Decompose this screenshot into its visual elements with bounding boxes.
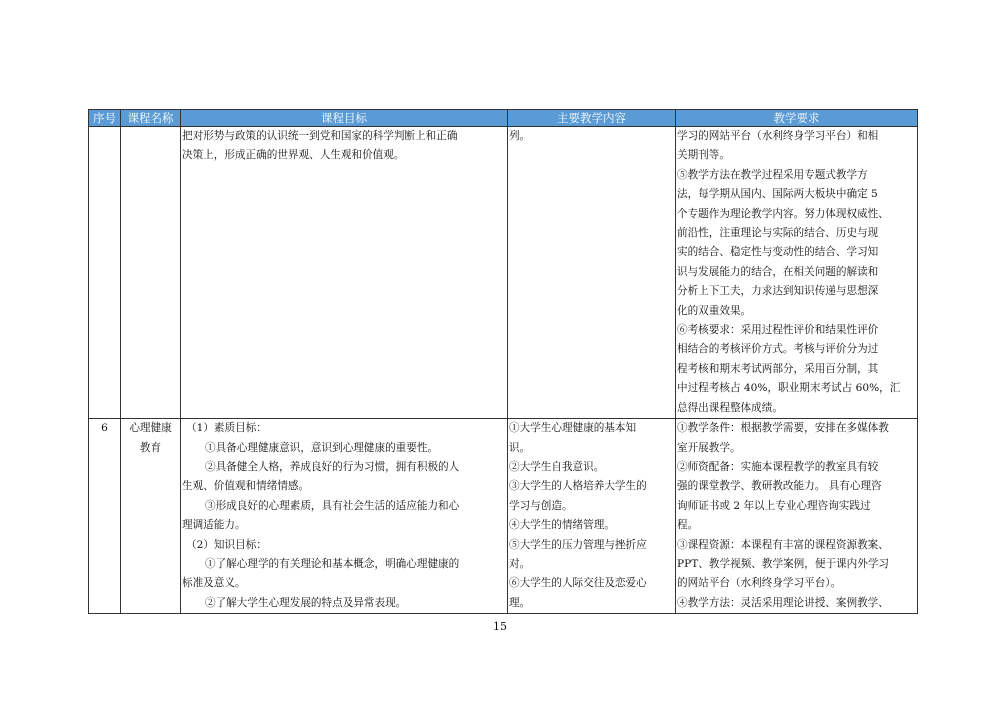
text-line: 分析上下工夫，力求达到知识传递与思想深 <box>677 285 879 298</box>
text-line: 个专题作为理论教学内容。努力体现权威性、 <box>677 207 889 220</box>
cell-requirements-6 <box>676 419 918 614</box>
text-line: PPT、教学视频、教学案例，便于课内外学习 <box>677 557 890 570</box>
cell-seq-6: 6 <box>89 419 121 614</box>
text-line: 询师证书或 2 年以上专业心理咨询实践过 <box>677 499 871 512</box>
text-line: 识。 <box>509 441 531 454</box>
cell-goal-continued <box>181 127 508 419</box>
page-number: 15 <box>493 620 507 633</box>
text-line: ④大学生的情绪管理。 <box>509 519 615 532</box>
text-line: ⑥考核要求：采用过程性评价和结果性评价 <box>677 324 879 337</box>
text-line: 标准及意义。 <box>182 577 246 590</box>
header-teaching-requirements: 教学要求 <box>676 110 918 127</box>
cell-name-empty <box>121 127 181 419</box>
text-line: 识与发展能力的结合，在相关问题的解读和 <box>677 265 879 278</box>
text-line: ⑤大学生的压力管理与挫折应 <box>509 538 647 551</box>
text-line: （2）知识目标： <box>186 538 267 551</box>
text-line: 关期刊等。 <box>677 149 730 162</box>
table-row-6 <box>89 419 918 614</box>
text-line: 化的双重效果。 <box>677 304 752 317</box>
text-line: ③大学生的人格培养大学生的 <box>509 480 647 493</box>
text-line: ①具备心理健康意识，意识到心理健康的重要性。 <box>205 441 439 454</box>
header-course-goal: 课程目标 <box>181 110 508 127</box>
header-teaching-content: 主要教学内容 <box>508 110 676 127</box>
text-line: 总得出课程整体成绩。 <box>677 401 783 414</box>
text-line: 前沿性，注重理论与实际的结合、历史与现 <box>677 227 879 240</box>
header-seq: 序号 <box>89 110 121 127</box>
text-line: 列。 <box>509 130 531 142</box>
text-line: ①大学生心理健康的基本知 <box>509 422 637 435</box>
text-line: ②具备健全人格，养成良好的行为习惯，拥有积极的人 <box>205 460 460 473</box>
cell-course-name-6 <box>121 419 181 614</box>
text-line: 强的课堂教学、教研教改能力。 具有心理咨 <box>677 480 882 493</box>
text-line: 学习与创造。 <box>509 499 573 512</box>
text-line: 室开展教学。 <box>677 441 741 454</box>
text-line: ②了解大学生心理发展的特点及异常表现。 <box>205 596 407 609</box>
text-line: ①教学条件：根据教学需要，安排在多媒体教 <box>677 422 889 435</box>
text-line: ⑤教学方法在教学过程采用专题式教学方 <box>677 168 868 181</box>
cell-requirements-continued <box>676 127 918 419</box>
text-line: 决策上，形成正确的世界观、人生观和价值观。 <box>182 149 405 162</box>
table-row-continued <box>89 127 918 419</box>
cell-content-6 <box>508 419 676 614</box>
text-line: 对。 <box>509 557 531 570</box>
text-line: 的网站平台（水利终身学习平台）。 <box>677 577 842 590</box>
text-line: 程。 <box>677 519 699 532</box>
text-line: 学习的网站平台（水利终身学习平台）和相 <box>677 130 879 142</box>
text-line: ①了解心理学的有关理论和基本概念，明确心理健康的 <box>205 557 460 570</box>
text-line: 程考核和期末考试两部分，采用百分制，其 <box>677 362 879 375</box>
cell-content-continued <box>508 127 676 419</box>
text-line: 法，每学期从国内、国际两大板块中确定 5 <box>677 188 878 201</box>
cell-seq-empty <box>89 127 121 419</box>
course-table <box>88 109 918 614</box>
text-line: （1）素质目标： <box>186 422 267 435</box>
text-line: 心理健康 <box>129 422 172 435</box>
text-line: 中过程考核占 40%，职业期末考试占 60%，汇 <box>677 382 901 395</box>
text-line: ④教学方法：灵活采用理论讲授、案例教学、 <box>677 596 889 609</box>
text-line: ③形成良好的心理素质，具有社会生活的适应能力和心 <box>205 499 460 512</box>
cell-goal-6 <box>181 419 508 614</box>
text-line: ⑥大学生的人际交往及恋爱心 <box>509 577 647 590</box>
text-line: 生观、价值观和情绪情感。 <box>182 480 310 493</box>
header-course-name: 课程名称 <box>121 110 181 127</box>
text-line: 把对形势与政策的认识统一到党和国家的科学判断上和正确 <box>182 130 458 142</box>
text-line: 相结合的考核评价方式。考核与评价分为过 <box>677 343 879 356</box>
header-row <box>89 110 918 127</box>
text-line: 理调适能力。 <box>182 519 246 532</box>
text-line: 理。 <box>509 596 531 609</box>
text-line: ②大学生自我意识。 <box>509 460 605 473</box>
text-line: ②师资配备：实施本课程教学的教室具有较 <box>677 460 879 473</box>
text-line: 教育 <box>139 441 162 454</box>
text-line: 实的结合、稳定性与变动性的结合、学习知 <box>677 246 879 259</box>
text-line: ③课程资源：本课程有丰富的课程资源教案、 <box>677 538 889 551</box>
